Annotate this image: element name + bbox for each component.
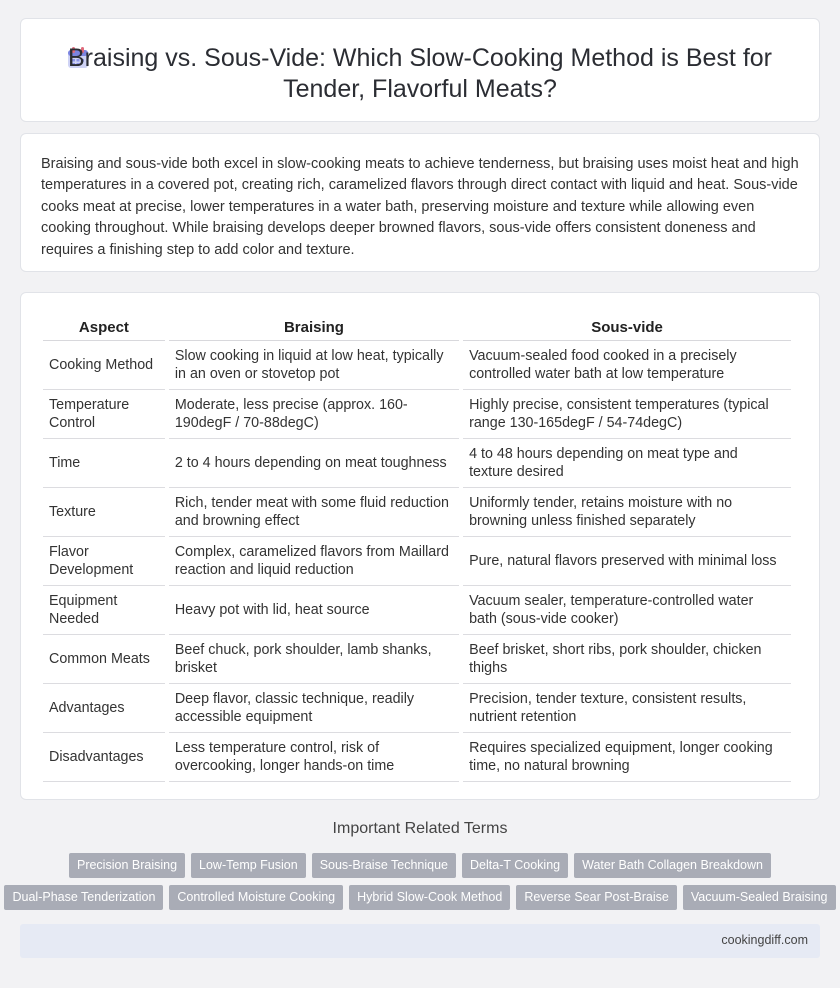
header-aspect: Aspect (43, 311, 165, 341)
footer-site-link[interactable]: cookingdiff.com (721, 933, 808, 947)
intro-paragraph: Braising and sous-vide both excel in slow-cooking meats to achieve tenderness, but braising uses moist heat and high temperatures in a covered pot, creating rich, caramelized flavors through direct contact with liquid and heat. Sous-vide cooks meat at precise, lower temperatures in a water bath, preserving moisture and texture while allowing even cooking throughout. While braising develops deeper browned flavors, sous-vide offers consistent doneness and requires a finishing step to add color and texture. (41, 156, 799, 258)
cell-aspect: Disadvantages (43, 733, 165, 782)
cell-sous-vide: Beef brisket, short ribs, pork shoulder, chicken thighs (463, 635, 791, 684)
term-tag[interactable]: Reverse Sear Post-Braise (516, 885, 677, 910)
comparison-table (39, 311, 795, 782)
term-tag[interactable]: Water Bath Collagen Breakdown (574, 853, 771, 878)
cell-sous-vide: Highly precise, consistent temperatures (typical range 130-165degF / 54-74degC) (463, 390, 791, 439)
table-row (43, 586, 791, 635)
term-tag[interactable]: Precision Braising (69, 853, 185, 878)
table-row (43, 341, 791, 390)
cell-sous-vide: Precision, tender texture, consistent results, nutrient retention (463, 684, 791, 733)
intro-card (20, 133, 820, 272)
term-tag[interactable]: Low-Temp Fusion (191, 853, 306, 878)
cell-braising: Moderate, less precise (approx. 160-190degF / 70-88degC) (169, 390, 459, 439)
cell-aspect: Texture (43, 488, 165, 537)
term-tag[interactable]: Dual-Phase Tenderization (4, 885, 163, 910)
cell-braising: Beef chuck, pork shoulder, lamb shanks, brisket (169, 635, 459, 684)
table-row (43, 439, 791, 488)
header-braising: Braising (169, 311, 459, 341)
term-tag[interactable]: Vacuum-Sealed Braising (683, 885, 836, 910)
page-title-line-1: Braising vs. Sous-Vide: Which Slow-Cooking Method is Best for (67, 44, 772, 72)
term-tag[interactable]: Sous-Braise Technique (312, 853, 456, 878)
cell-braising: Rich, tender meat with some fluid reduction and browning effect (169, 488, 459, 537)
cell-sous-vide: Vacuum sealer, temperature-controlled water bath (sous-vide cooker) (463, 586, 791, 635)
cell-aspect: Time (43, 439, 165, 488)
table-row (43, 390, 791, 439)
cell-sous-vide: Requires specialized equipment, longer cooking time, no natural browning (463, 733, 791, 782)
related-terms-heading: Important Related Terms (332, 820, 508, 837)
cell-braising: 2 to 4 hours depending on meat toughness (169, 439, 459, 488)
header-sous-vide: Sous-vide (463, 311, 791, 341)
cell-sous-vide: Vacuum-sealed food cooked in a precisely controlled water bath at low temperature (463, 341, 791, 390)
table-row (43, 488, 791, 537)
cell-braising: Complex, caramelized flavors from Maillard reaction and liquid reduction (169, 537, 459, 586)
title-card (20, 18, 820, 122)
term-tag[interactable]: Hybrid Slow-Cook Method (349, 885, 510, 910)
cell-aspect: Equipment Needed (43, 586, 165, 635)
cell-braising: Slow cooking in liquid at low heat, typically in an oven or stovetop pot (169, 341, 459, 390)
page-title-line-2: Tender, Flavorful Meats? (283, 75, 557, 103)
cell-aspect: Advantages (43, 684, 165, 733)
comparison-table-card (20, 292, 820, 800)
cell-braising: Less temperature control, risk of overcooking, longer hands-on time (169, 733, 459, 782)
table-header-row (43, 311, 791, 341)
cell-sous-vide: Pure, natural flavors preserved with minimal loss (463, 537, 791, 586)
table-row (43, 733, 791, 782)
table-row (43, 537, 791, 586)
cell-aspect: Temperature Control (43, 390, 165, 439)
term-tag[interactable]: Controlled Moisture Cooking (169, 885, 343, 910)
cell-aspect: Flavor Development (43, 537, 165, 586)
related-terms-row-2 (0, 885, 840, 910)
cell-braising: Deep flavor, classic technique, readily accessible equipment (169, 684, 459, 733)
footer (20, 924, 820, 958)
related-terms-row-1 (0, 853, 840, 878)
page-title (68, 43, 772, 105)
cell-sous-vide: Uniformly tender, retains moisture with no browning unless finished separately (463, 488, 791, 537)
cell-aspect: Common Meats (43, 635, 165, 684)
term-tag[interactable]: Delta-T Cooking (462, 853, 568, 878)
table-row (43, 684, 791, 733)
table-row (43, 635, 791, 684)
cell-sous-vide: 4 to 48 hours depending on meat type and texture desired (463, 439, 791, 488)
cell-aspect: Cooking Method (43, 341, 165, 390)
cell-braising: Heavy pot with lid, heat source (169, 586, 459, 635)
